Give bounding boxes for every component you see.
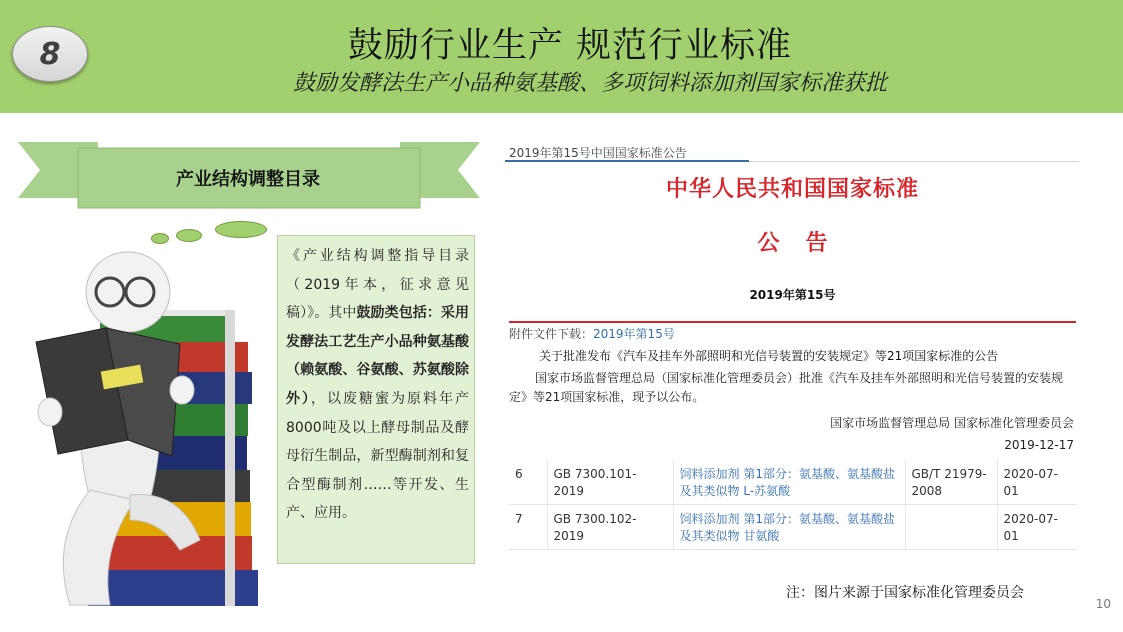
attachment-link[interactable]: 2019年第15号 — [593, 327, 675, 341]
doc-subheading: 公告 — [757, 231, 854, 256]
doc-red-divider — [509, 321, 1076, 323]
row-no: 7 — [509, 505, 547, 550]
doc-signature: 国家市场监督管理总局 国家标准化管理委员会 — [830, 416, 1074, 430]
attachment-label: 附件文件下载： — [509, 327, 594, 341]
doc-paragraph: 国家市场监督管理总局（国家标准化管理委员会）批准《汽车及挂车外部照明和光信号装置的安装规定》等21项国家标准，现予以公布。 — [509, 371, 1064, 404]
slide-subtitle: 鼓励发酵法生产小品种氨基酸、多项饲料添加剂国家标准获批 — [292, 71, 887, 96]
doc-date: 2019-12-17 — [1004, 438, 1074, 452]
doc-tab-underline — [505, 160, 749, 162]
ribbon-label: 产业结构调整目录 — [176, 169, 320, 190]
textbox-highlight: 鼓励类包括：采用发酵法工艺生产小品种氨基酸（赖氨酸、谷氨酸、苏氨酸除外） — [286, 305, 470, 407]
thought-bubble — [215, 221, 267, 238]
doc-heading: 中华人民共和国国家标准 — [665, 177, 919, 202]
doc-notice-title: 关于批准发布《汽车及挂车外部照明和光信号装置的安装规定》等21项国家标准的公告 — [539, 349, 999, 363]
row-code: GB 7300.101-2019 — [547, 460, 673, 505]
row-no: 6 — [509, 460, 547, 505]
row-code: GB 7300.102-2019 — [547, 505, 673, 550]
header-band — [0, 0, 1123, 113]
encouraged-category-textbox — [277, 235, 475, 564]
row-replaces — [905, 505, 997, 550]
textbox-intro: 《产业结构调整指导目录（2019年本，征求意见稿）》。其中 — [286, 248, 469, 322]
doc-tab-title: 2019年第15号中国国家标准公告 — [509, 146, 687, 160]
table-row — [509, 505, 1076, 550]
slide-number-badge — [12, 26, 88, 82]
row-effective: 2020-07-01 — [997, 460, 1076, 505]
row-name-link[interactable]: 饲料添加剂 第1部分：氨基酸、氨基酸盐及其类似物 甘氨酸 — [673, 505, 905, 550]
page-number: 10 — [1095, 597, 1111, 611]
textbox-rest: ，以废糖蜜为原料年产8000吨及以上酵母制品及酵母衍生制品，新型酶制剂和复合型酶制剂……等开发、生产、应用。 — [286, 390, 469, 522]
source-note: 注：图片来源于国家标准化管理委员会 — [786, 585, 1024, 601]
doc-attachment — [509, 325, 675, 342]
row-replaces: GB/T 21979-2008 — [905, 460, 997, 505]
reading-figure-illustration — [30, 240, 265, 610]
row-name-link[interactable]: 饲料添加剂 第1部分：氨基酸、氨基酸盐及其类似物 L-苏氨酸 — [673, 460, 905, 505]
slide-title: 鼓励行业生产 规范行业标准 — [347, 26, 793, 66]
doc-number: 2019年第15号 — [749, 288, 836, 302]
slide-number: 8 — [39, 36, 61, 72]
table-row — [509, 460, 1076, 505]
doc-divider — [749, 161, 1079, 162]
standard-announcement-image — [505, 140, 1080, 552]
row-effective: 2020-07-01 — [997, 505, 1076, 550]
standards-table — [509, 460, 1076, 550]
